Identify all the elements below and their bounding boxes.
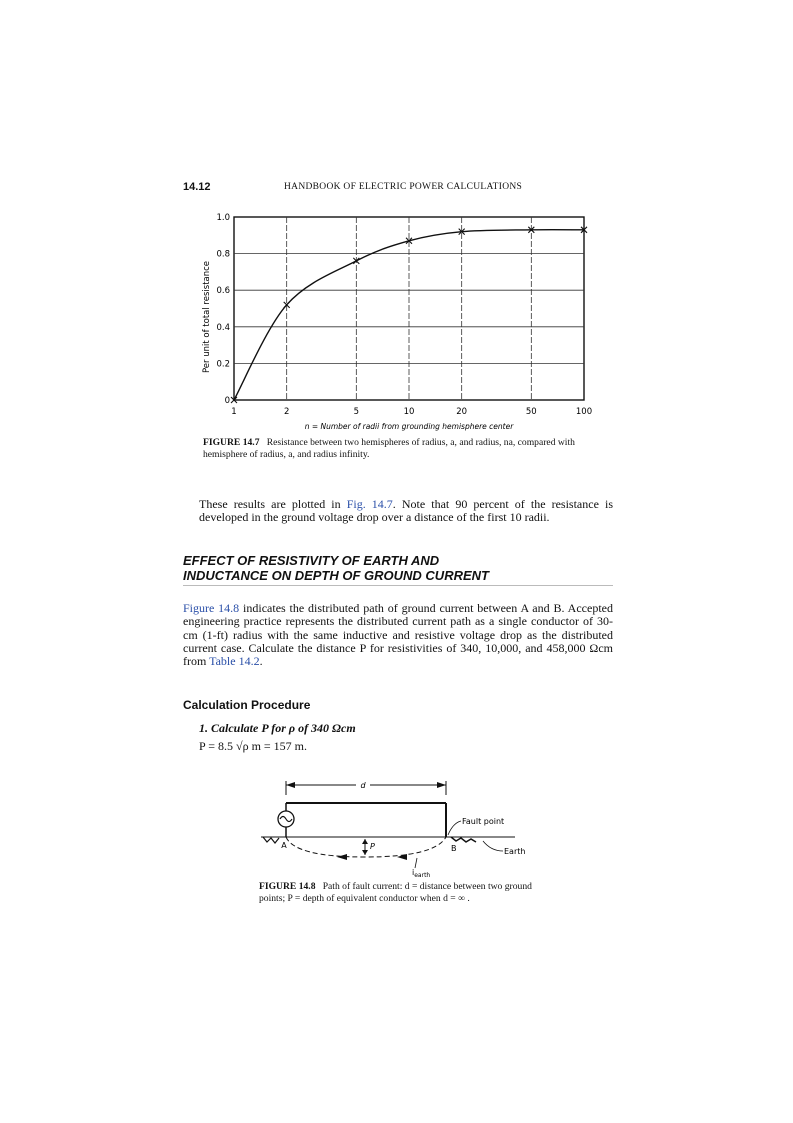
caption-text: Path of fault current: d = distance between two ground points; P = depth of equivalent conductor when d = ∞ . <box>259 881 532 904</box>
figure-link[interactable]: Fig. 14.7 <box>346 497 393 511</box>
y-tick-label: 0.8 <box>216 249 230 260</box>
paragraph-problem <box>183 602 613 668</box>
y-tick-label: 1.0 <box>216 213 230 223</box>
paragraph-results <box>199 498 613 525</box>
section-heading-line: INDUCTANCE ON DEPTH OF GROUND CURRENT <box>183 568 489 583</box>
x-tick-label: 50 <box>525 407 537 417</box>
current-arrow <box>337 854 347 860</box>
chart-grid <box>234 217 584 400</box>
step-formula: P = 8.5 √ρ m = 157 m. <box>199 739 308 753</box>
y-tick-label: 0.4 <box>216 322 230 333</box>
point-a-label: A <box>281 841 287 850</box>
x-tick-label: 10 <box>403 407 415 417</box>
paragraph-text: indicates the distributed path of ground current between A and B. Accepted engineering practice represents the distributed current path as a single conductor of 30-cm (1-ft) radius with the same inductive and resistive voltage drop as the distributed current case. Calculate the distance P for resistivities of 340, 10,000, and 458,000 Ωcm from <box>183 601 613 669</box>
arrow-left <box>286 782 295 788</box>
i-earth-label: $i_{earth}$ <box>412 868 431 879</box>
fault-point-label: Fault point <box>462 817 505 826</box>
page-number: 14.12 <box>183 181 211 193</box>
y-tick-label: 0.2 <box>216 359 230 370</box>
point-b-label: B <box>451 844 457 853</box>
table-link[interactable]: Table 14.2 <box>209 654 260 669</box>
caption-label: FIGURE 14.7 <box>203 437 260 448</box>
figure-14-8-diagram <box>255 775 545 880</box>
paragraph-text: These results are plotted in <box>199 497 347 511</box>
chart-tick-labels <box>216 213 592 417</box>
section-heading-line: EFFECT OF RESISTIVITY OF EARTH AND <box>183 553 440 568</box>
x-tick-label: 5 <box>353 407 360 417</box>
earth-label: Earth <box>504 847 526 856</box>
y-tick-label: 0.6 <box>216 286 230 297</box>
figure-link[interactable]: Figure 14.8 <box>183 601 240 615</box>
p-label: P <box>370 842 375 851</box>
d-label: d <box>360 781 366 790</box>
step-heading: 1. Calculate P for ρ of 340 Ωcm <box>199 721 356 735</box>
procedure-heading: Calculation Procedure <box>183 698 311 712</box>
caption-text: Resistance between two hemispheres of radius, a, and radius, na, compared with hemisphere of radius, a, and radius infinity. <box>203 437 575 460</box>
x-tick-label: 1 <box>231 407 237 417</box>
x-tick-label: 20 <box>456 407 468 417</box>
paragraph-text: . <box>259 654 263 669</box>
x-tick-label: 2 <box>283 407 290 417</box>
caption-label: FIGURE 14.8 <box>259 881 316 892</box>
x-axis-label: n = Number of radii from grounding hemisphere center <box>304 422 514 431</box>
running-header-title: HANDBOOK OF ELECTRIC POWER CALCULATIONS <box>284 182 523 192</box>
y-axis-label: Per unit of total resistance <box>202 260 212 374</box>
y-tick-label: 0 <box>224 396 230 406</box>
figure-14-7-caption <box>203 437 595 461</box>
arrow-right <box>437 782 446 788</box>
paragraph-text: . Note that 90 percent of the resistance is developed in the ground voltage drop over a distance of the first 10 radii. <box>199 497 613 525</box>
figure-14-7-chart <box>195 207 605 432</box>
ground-current-path <box>286 837 446 857</box>
section-heading <box>183 553 613 586</box>
x-tick-label: 100 <box>575 407 593 417</box>
figure-14-8-caption <box>259 881 544 905</box>
